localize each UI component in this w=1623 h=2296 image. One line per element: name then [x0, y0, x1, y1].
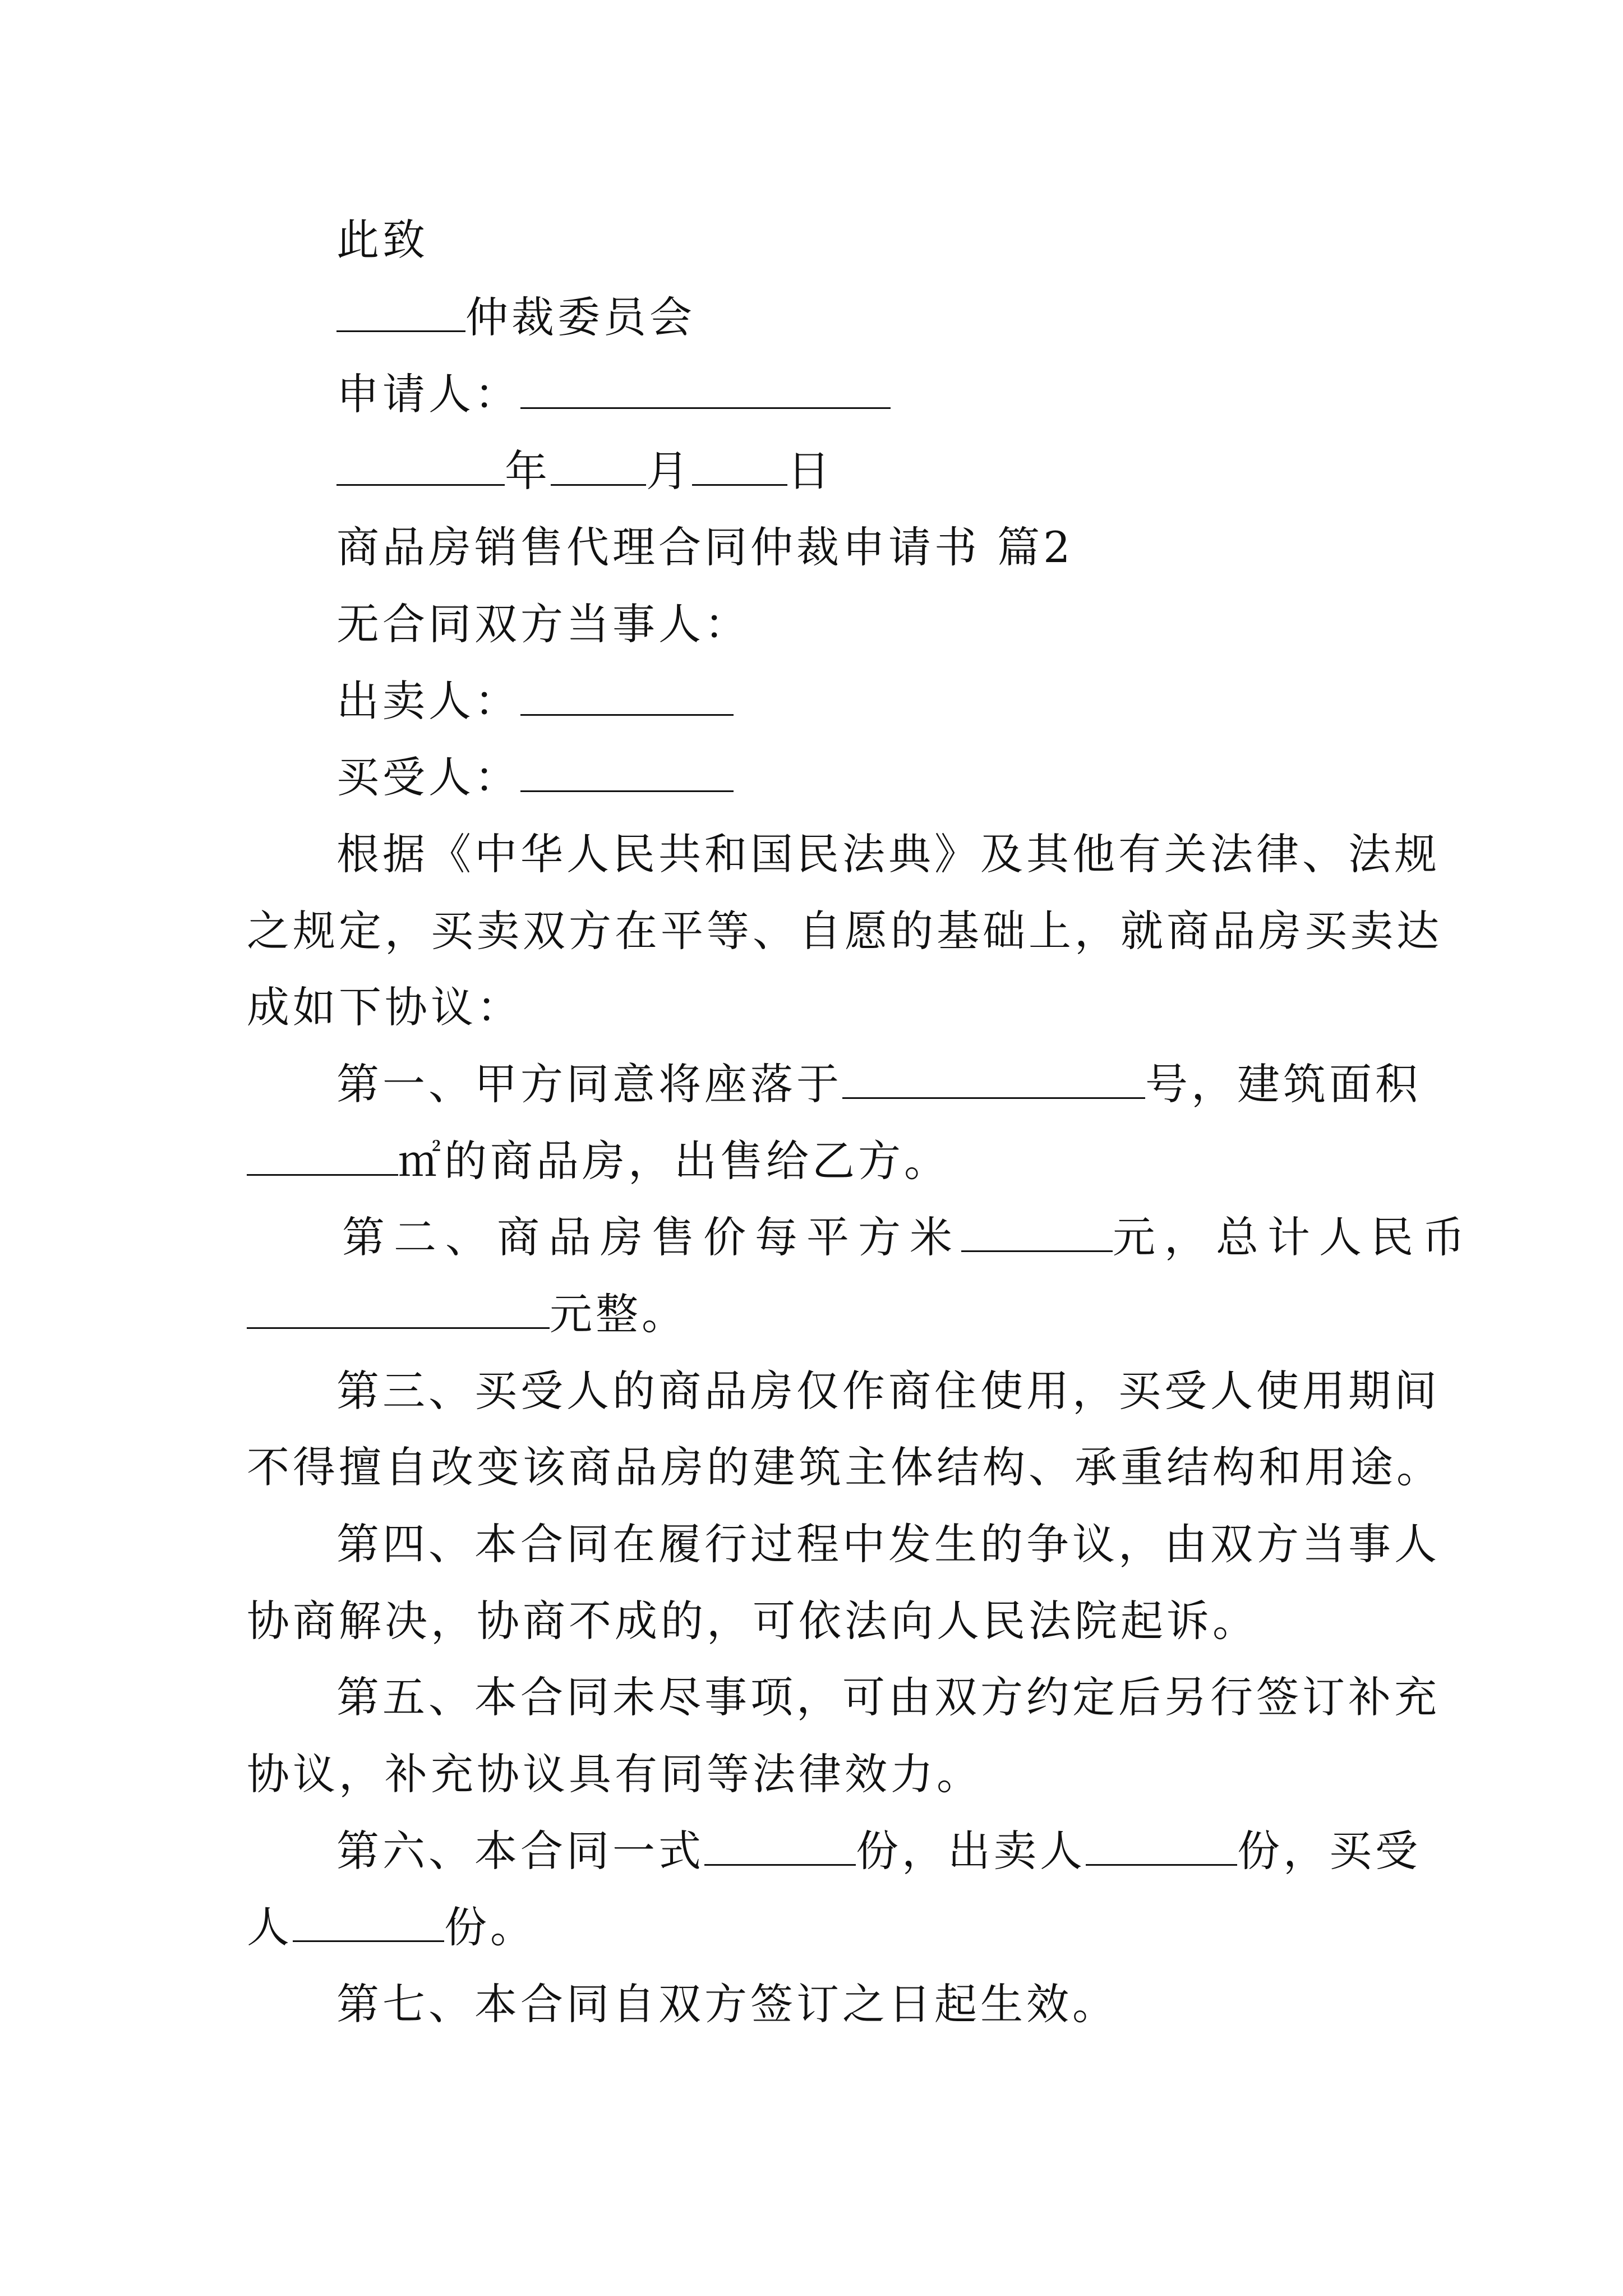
parties-heading: 无合同双方当事人：: [336, 599, 750, 649]
clause-5-line-2: 协议，补充协议具有同等法律效力。: [247, 1749, 983, 1799]
clause-2-line-2: 元整。: [247, 1287, 688, 1341]
year-blank: [336, 445, 505, 486]
unit-price-blank: [961, 1211, 1113, 1252]
copies-buyer-blank: [293, 1901, 444, 1942]
day-blank: [692, 445, 787, 486]
clause-1-line-2: ㎡的商品房，出售给乙方。: [247, 1134, 950, 1188]
applicant-line: 申请人：: [336, 367, 891, 421]
clause-1-line-1: 第一、甲方同意将座落于 号，建筑面积: [336, 1059, 1421, 1109]
buyer-blank: [520, 751, 734, 792]
total-price-blank: [247, 1288, 550, 1329]
clause-5-line-1: 第五、本合同未尽事项，可由双方约定后另行签订补充: [336, 1672, 1440, 1722]
area-blank: [247, 1135, 398, 1176]
salutation: 此致: [336, 215, 428, 265]
seller-line: 出卖人：: [336, 674, 734, 728]
clause-4-line-1: 第四、本合同在履行过程中发生的争议，由双方当事人: [336, 1519, 1440, 1569]
address-blank: [842, 1058, 1145, 1099]
clause-7: 第七、本合同自双方签订之日起生效。: [336, 1979, 1118, 2029]
clause-3-line-1: 第三、买受人的商品房仅作商住使用，买受人使用期间: [336, 1366, 1440, 1416]
clause-3-line-2: 不得擅自改变该商品房的建筑主体结构、承重结构和用途。: [247, 1442, 1442, 1492]
seller-blank: [520, 675, 734, 716]
copies-seller-blank: [1086, 1825, 1237, 1866]
clause-2-line-1: 第二、商品房售价每平方米 元，总计人民币: [342, 1212, 1474, 1262]
buyer-line: 买受人：: [336, 751, 734, 804]
committee-line: 仲裁委员会: [336, 291, 695, 344]
committee-blank: [336, 291, 465, 332]
month-blank: [551, 445, 646, 486]
copies-total-blank: [704, 1825, 856, 1866]
intro-line-2: 之规定，买卖双方在平等、自愿的基础上，就商品房买卖达: [247, 906, 1442, 956]
intro-line-3: 成如下协议：: [247, 982, 523, 1032]
applicant-blank: [520, 368, 891, 409]
date-line: 年 月 日: [336, 444, 833, 498]
clause-6-line-2: 人 份。: [247, 1902, 536, 1952]
section-title: 商品房销售代理合同仲裁申请书 篇2: [336, 522, 1074, 572]
clause-6-line-1: 第六、本合同一式 份，出卖人 份，买受: [336, 1826, 1421, 1876]
clause-4-line-2: 协商解决，协商不成的，可依法向人民法院起诉。: [247, 1596, 1258, 1646]
intro-line-1: 根据《中华人民共和国民法典》及其他有关法律、法规: [336, 829, 1440, 879]
